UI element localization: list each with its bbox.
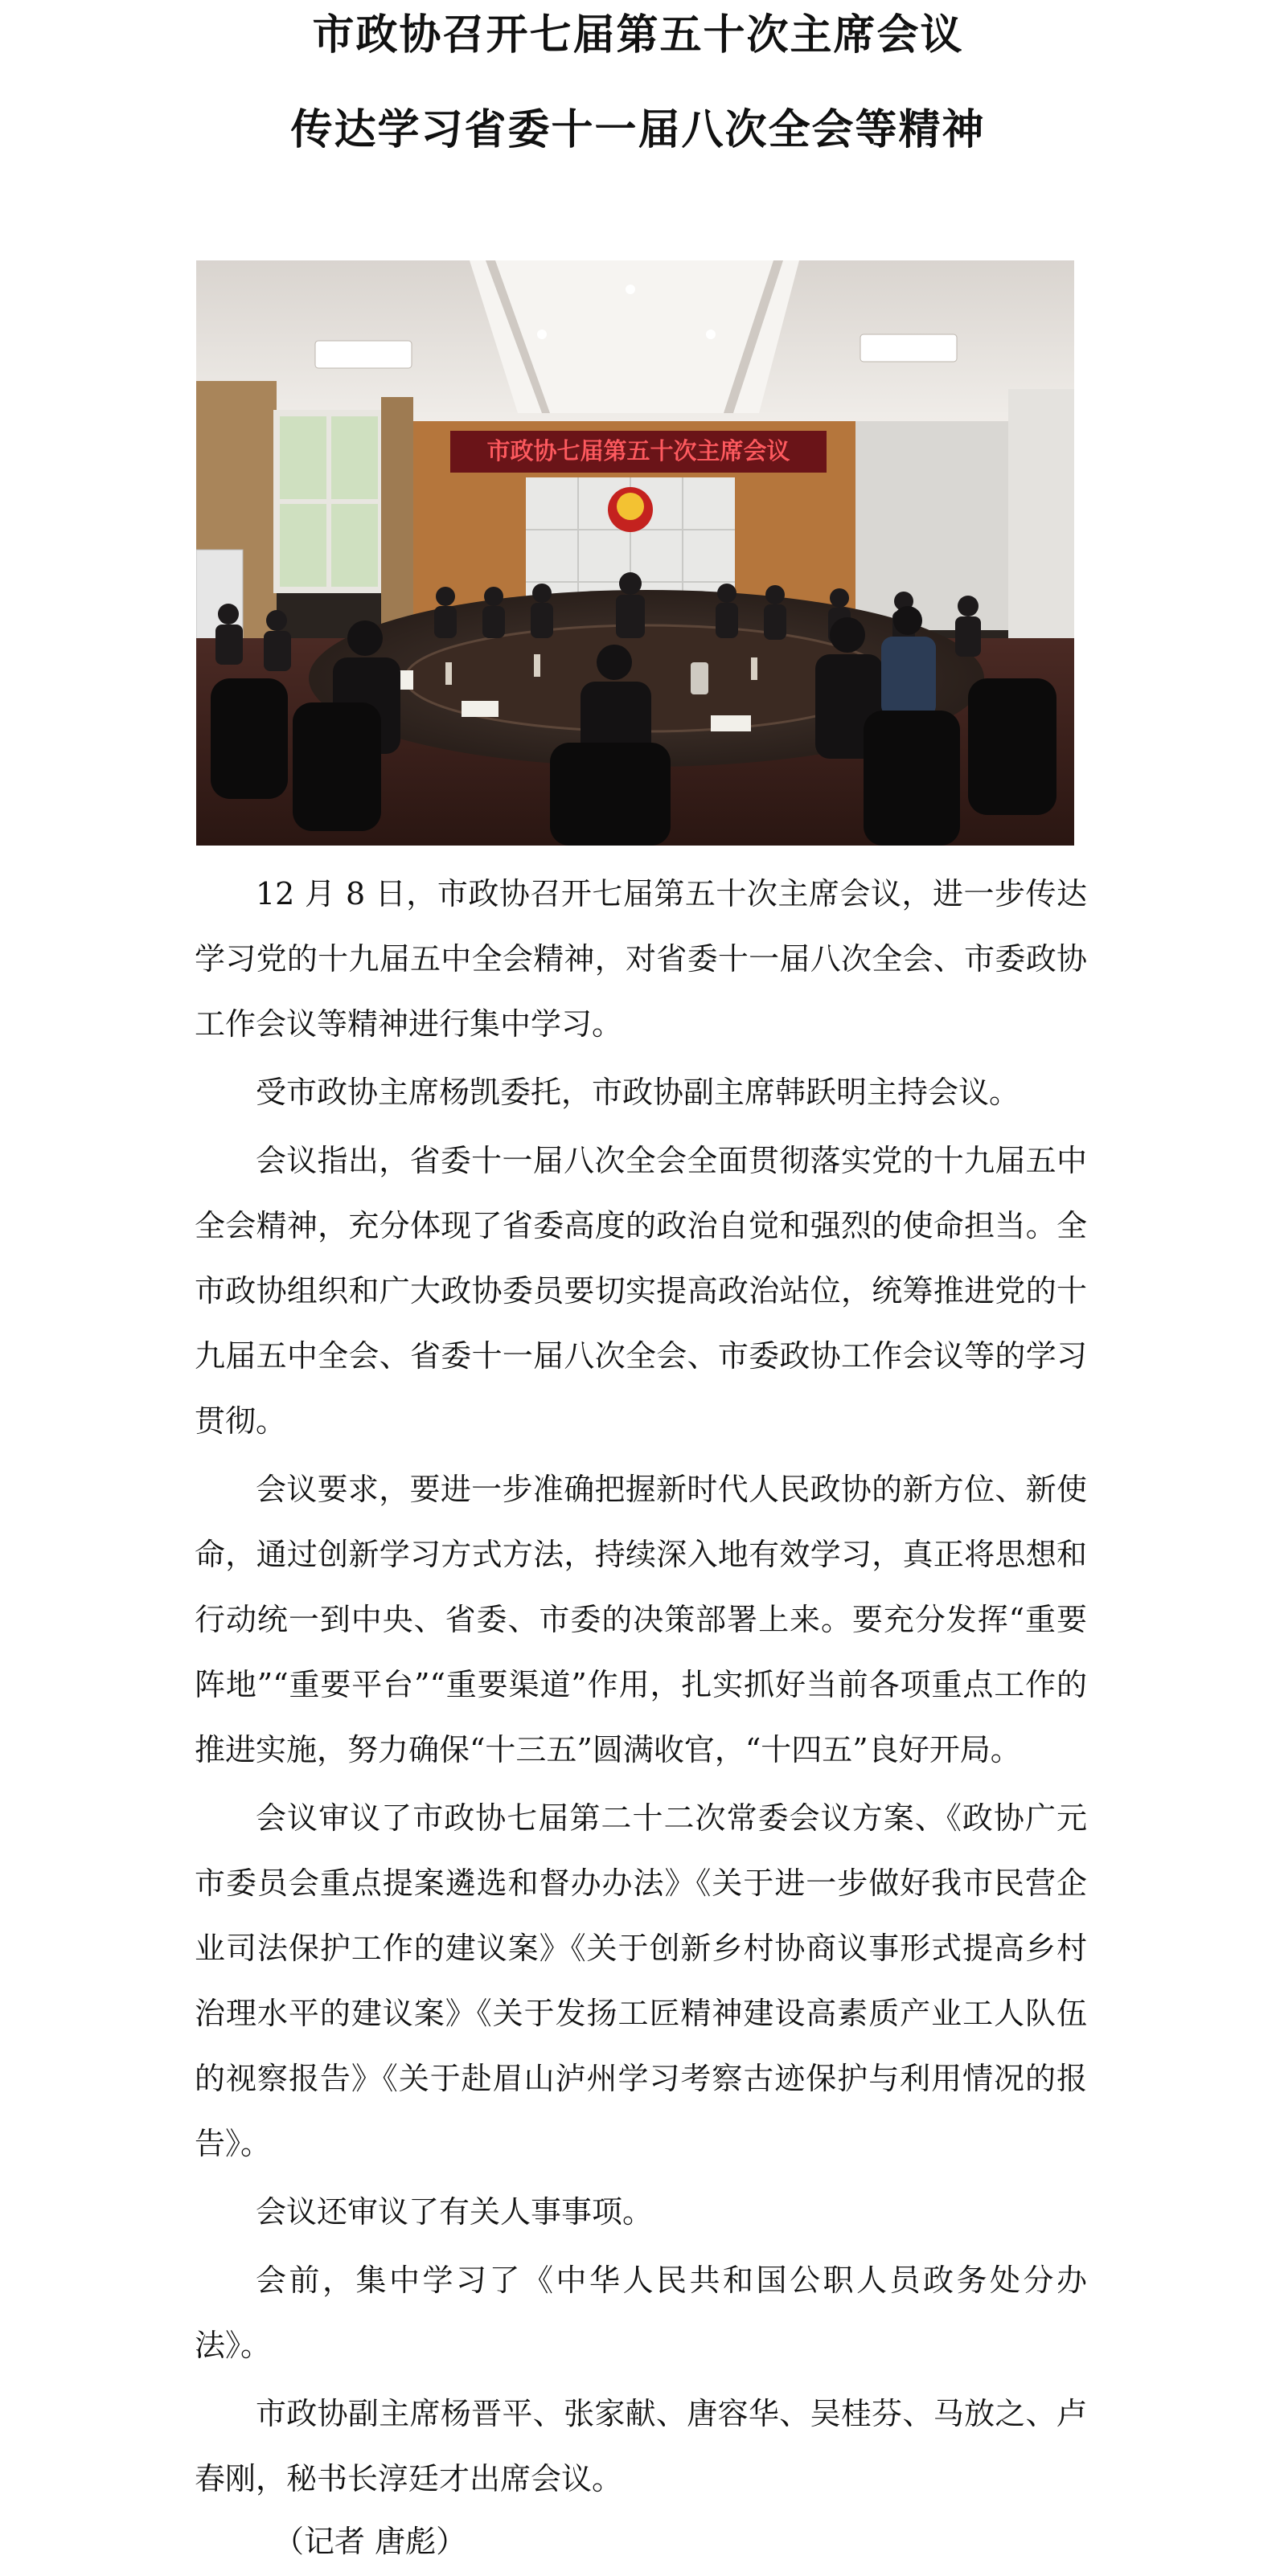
article-subtitle: 传达学习省委十一届八次全会等精神 bbox=[290, 105, 986, 154]
article-paragraph: 会议还审议了有关人事事项。 bbox=[256, 2194, 654, 2230]
article-paragraph: 受市政协主席杨凯委托，市政协副主席韩跃明主持会议。 bbox=[256, 1075, 1020, 1110]
article-paragraph: 12 月 8 日，市政协召开七届第五十次主席会议，进一步传达学习党的十九届五中全会精神，对省委十一届八次全会、市委政协工作会议等精神进行集中学习。 bbox=[195, 876, 1087, 1042]
article-body bbox=[195, 862, 1087, 2515]
article-paragraph: 会议要求，要进一步准确把握新时代人民政协的新方位、新使命，通过创新学习方式方法，持续深入地有效学习，真正将思想和行动统一到中央、省委、市委的决策部署上来。要充分发挥“重要阵地”“重要平台”“重要渠道”作用，扎实抓好当前各项重点工作的推进实施，努力确保“十三五”圆满收官，“十四五”良好开局。 bbox=[195, 1472, 1087, 1767]
article-paragraph: 会议指出，省委十一届八次全会全面贯彻落实党的十九届五中全会精神，充分体现了省委高度的政治自觉和强烈的使命担当。全市政协组织和广大政协委员要切实提高政治站位，统筹推进党的十九届五中全会、省委十一届八次全会、市委政协工作会议等的学习贯彻。 bbox=[195, 1143, 1087, 1439]
article-paragraph: 会议审议了市政协七届第二十二次常委会议方案、《政协广元市委员会重点提案遴选和督办办法》《关于进一步做好我市民营企业司法保护工作的建议案》《关于创新乡村协商议事形式提高乡村治理水平的建议案》《关于发扬工匠精神建设高素质产业工人队伍的视察报告》《关于赴眉山泸州学习考察古迹保护与利用情况的报告》。 bbox=[195, 1800, 1087, 2161]
article-paragraph: 市政协副主席杨晋平、张家献、唐容华、吴桂芬、马放之、卢春刚，秘书长淳廷才出席会议。 bbox=[195, 2396, 1087, 2496]
article-byline: （记者 唐彪） bbox=[273, 2524, 467, 2559]
article-title: 市政协召开七届第五十次主席会议 bbox=[312, 10, 964, 59]
photo-banner-text: 市政协七届第五十次主席会议 bbox=[486, 437, 790, 465]
article-paragraph: 会前，集中学习了《中华人民共和国公职人员政务处分办法》。 bbox=[195, 2263, 1087, 2363]
meeting-photo bbox=[196, 260, 1074, 846]
